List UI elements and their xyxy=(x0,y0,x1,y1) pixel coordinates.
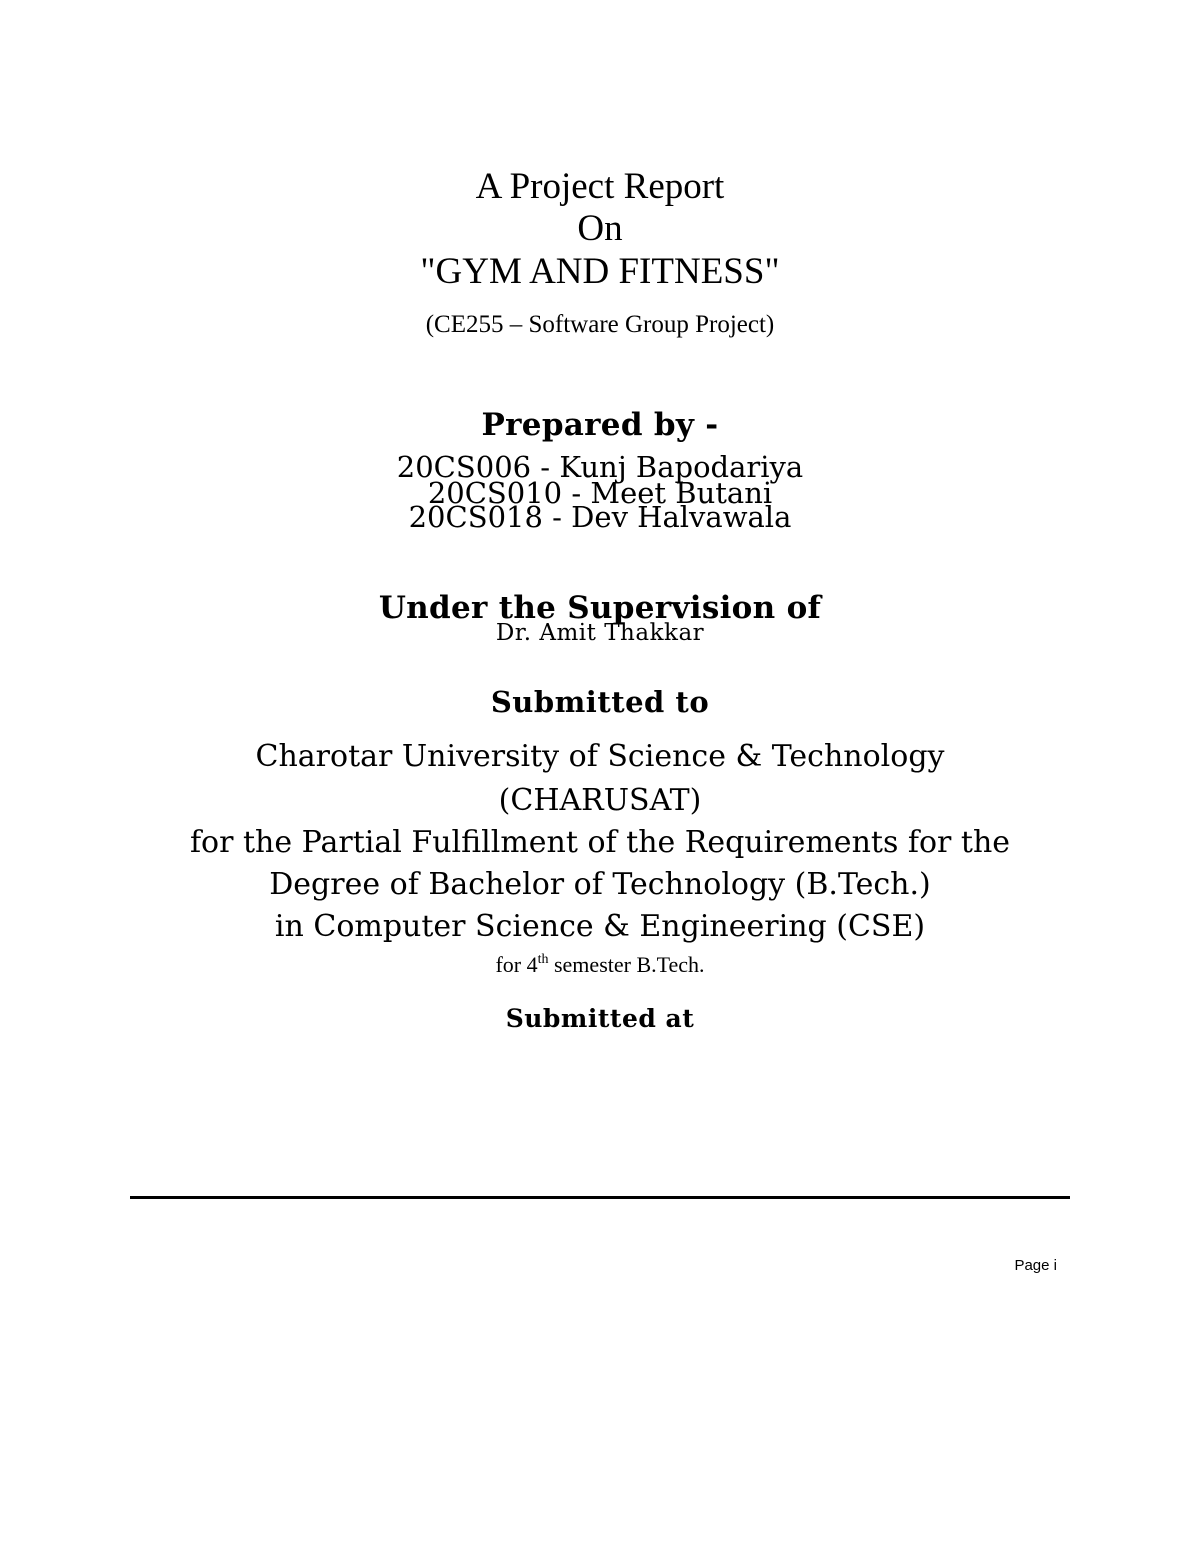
semester-ordinal: th xyxy=(537,952,549,967)
semester-suffix: semester B.Tech. xyxy=(548,952,705,977)
supervisor-name: Dr. Amit Thakkar xyxy=(495,620,705,646)
page-number: Page i xyxy=(1014,1257,1057,1274)
course-code: (CE255 – Software Group Project) xyxy=(425,311,775,338)
report-title-line-1: A Project Report xyxy=(475,166,725,207)
department-line: in Computer Science & Engineering (CSE) xyxy=(274,909,926,944)
degree-line: Degree of Bachelor of Technology (B.Tech.) xyxy=(269,867,931,902)
report-title-line-2: On xyxy=(577,208,623,249)
submitted-at-heading: Submitted at xyxy=(505,1004,695,1033)
project-name: "GYM AND FITNESS" xyxy=(420,251,780,292)
fulfillment-line: for the Partial Fulfillment of the Requirements for the xyxy=(189,825,1011,860)
semester-line xyxy=(0,954,1200,976)
semester-prefix: for 4 xyxy=(495,952,538,977)
supervision-heading: Under the Supervision of xyxy=(378,590,822,626)
team-member-2: 20CS010 - Meet Butani xyxy=(427,476,773,510)
team-member-3: 20CS018 - Dev Halvawala xyxy=(408,500,792,534)
prepared-by-heading: Prepared by - xyxy=(481,407,719,443)
team-member-1: 20CS006 - Kunj Bapodariya xyxy=(396,450,804,484)
submitted-to-heading: Submitted to xyxy=(490,685,710,719)
university-abbreviation: (CHARUSAT) xyxy=(498,783,702,818)
university-name: Charotar University of Science & Technology xyxy=(255,739,945,774)
footer-divider xyxy=(130,1196,1070,1199)
